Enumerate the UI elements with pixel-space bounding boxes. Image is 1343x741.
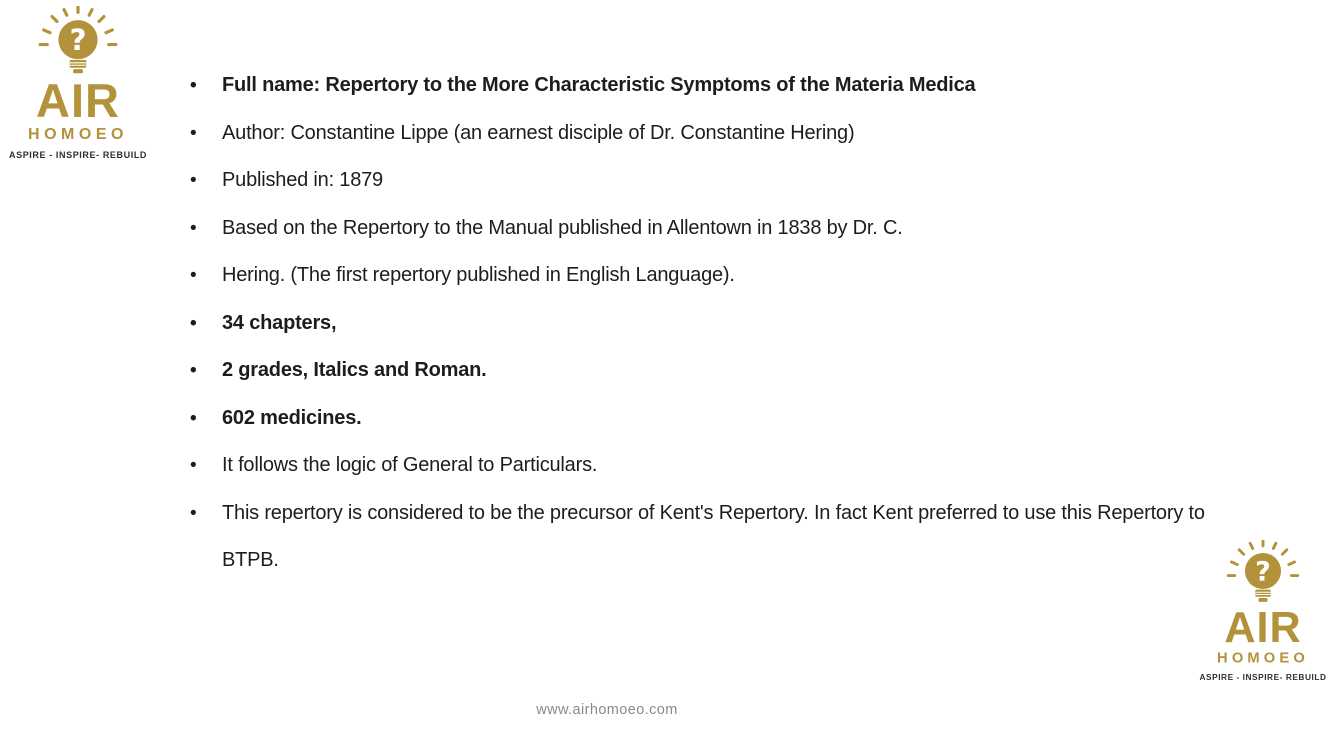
bullet-item: • Author: Constantine Lippe (an earnest disciple of Dr. Constantine Hering) bbox=[190, 110, 1265, 158]
logo-brand-text: AIR bbox=[1224, 602, 1302, 652]
bullet-item: • Full name: Repertory to the More Characteristic Symptoms of the Materia Medica bbox=[190, 62, 1265, 110]
bullet-item: • Based on the Repertory to the Manual published in Allentown in 1838 by Dr. C. bbox=[190, 205, 1265, 253]
lightbulb-logo-icon bbox=[1224, 540, 1301, 607]
slide-body bbox=[190, 62, 1265, 585]
logo-brand-text: AIR bbox=[36, 74, 120, 127]
bullet-item: • Published in: 1879 bbox=[190, 157, 1265, 205]
svg-text:?: ? bbox=[1255, 556, 1271, 588]
logo-tagline-text: ASPIRE - INSPIRE- REBUILD bbox=[9, 150, 148, 160]
air-homoeo-logo-top-left bbox=[9, 6, 148, 160]
footer-website-url: www.airhomoeo.com bbox=[536, 702, 678, 718]
logo-tagline-text: ASPIRE - INSPIRE- REBUILD bbox=[1199, 672, 1327, 682]
logo-sub-text: HOMOEO bbox=[1217, 650, 1309, 667]
bullet-list bbox=[190, 62, 1265, 585]
bullet-item: • 34 chapters, bbox=[190, 300, 1265, 348]
bullet-item: • 602 medicines. bbox=[190, 395, 1265, 443]
lightbulb-logo-icon bbox=[36, 6, 120, 79]
bullet-item: • Hering. (The first repertory published in English Language). bbox=[190, 252, 1265, 300]
bullet-item: • This repertory is considered to be the precursor of Kent's Repertory. In fact Kent preferred to use this Repertory to BTPB. bbox=[190, 490, 1265, 585]
svg-text:?: ? bbox=[69, 23, 87, 58]
bullet-item: • It follows the logic of General to Particulars. bbox=[190, 442, 1265, 490]
bullet-item: • 2 grades, Italics and Roman. bbox=[190, 347, 1265, 395]
air-homoeo-logo-bottom-right bbox=[1199, 540, 1327, 682]
logo-sub-text: HOMOEO bbox=[28, 126, 128, 143]
